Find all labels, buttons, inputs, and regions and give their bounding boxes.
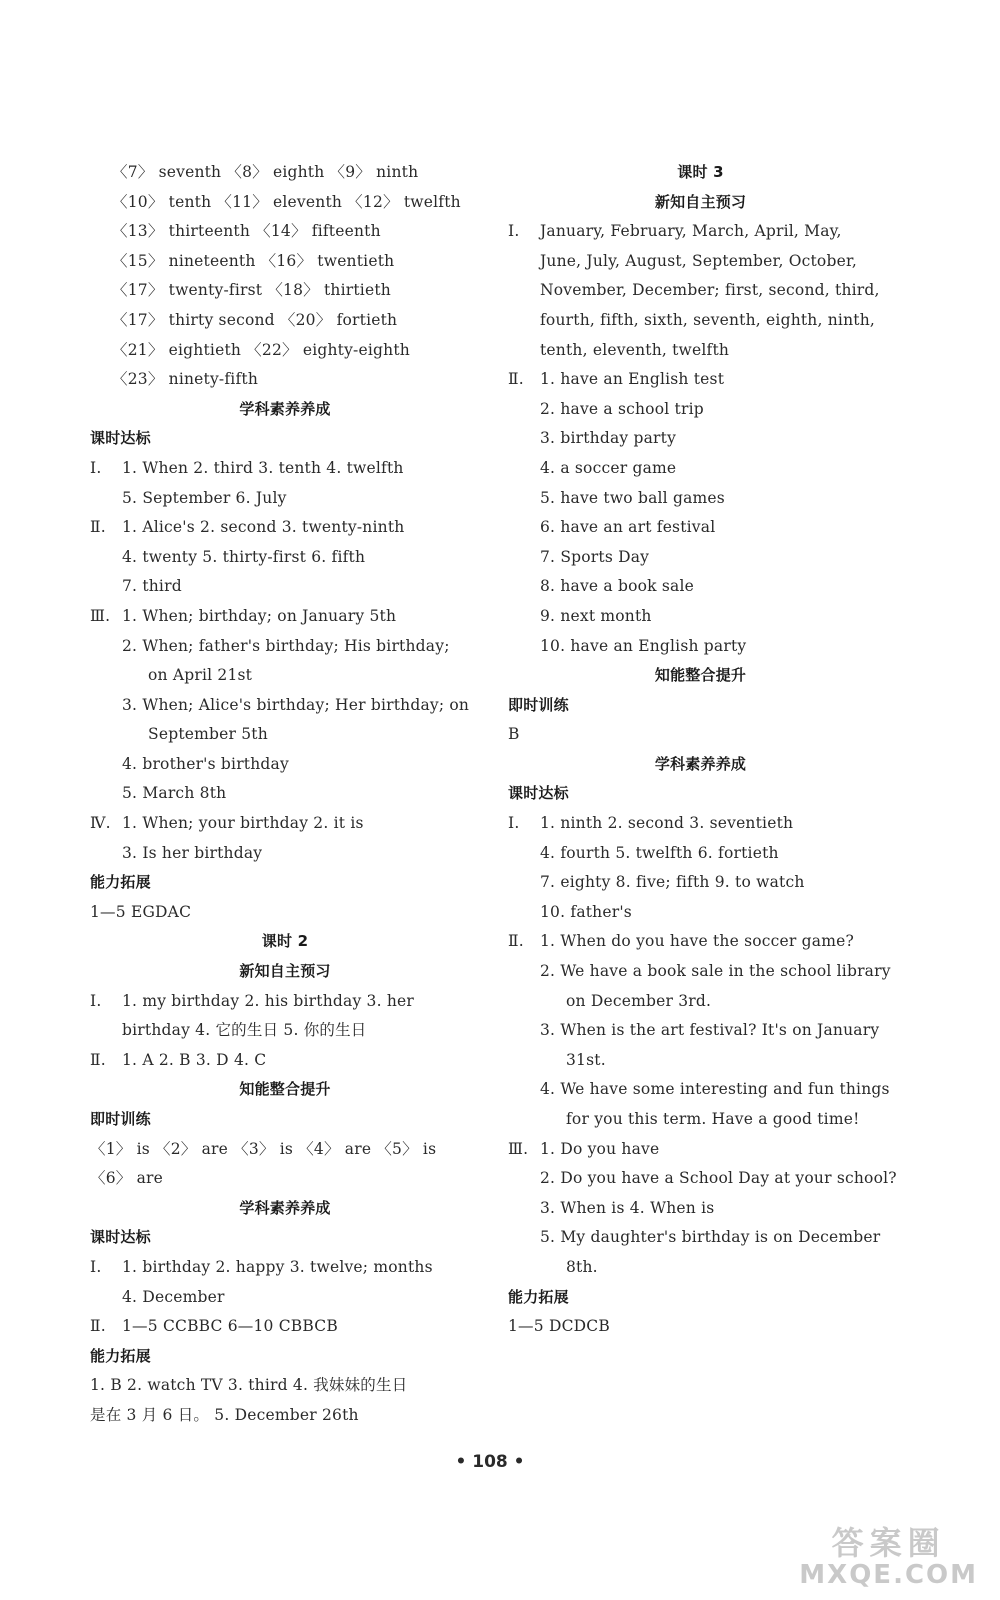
roman-marker: Ⅰ. <box>508 814 520 833</box>
answer-line: 〈17〉 thirty second 〈20〉 fortieth <box>112 310 398 329</box>
roman-marker: Ⅱ. <box>508 932 524 951</box>
answer-line: for you this term. Have a good time! <box>566 1110 860 1128</box>
answer-line: 7. eighty 8. five; fifth 9. to watch <box>540 873 805 892</box>
subsection-heading: 课时达标 <box>90 1228 151 1247</box>
answer-line: 〈17〉 twenty-first 〈18〉 thirtieth <box>112 281 391 300</box>
answer-line: 3. Is her birthday <box>122 843 263 862</box>
answer-line: 1. When 2. third 3. tenth 4. twelfth <box>122 458 404 477</box>
answer-line: 1. When; your birthday 2. it is <box>122 814 364 833</box>
roman-marker: Ⅰ. <box>90 1257 102 1276</box>
answer-line: tenth, eleventh, twelfth <box>540 340 730 359</box>
answer-line: 7. Sports Day <box>540 547 650 566</box>
answer-line: 4. fourth 5. twelfth 6. fortieth <box>540 843 779 862</box>
answer-line: 8th. <box>566 1257 598 1276</box>
answer-line: 〈13〉 thirteenth 〈14〉 fifteenth <box>112 222 381 241</box>
roman-marker: Ⅰ. <box>90 991 102 1010</box>
answer-line: 4. brother's birthday <box>122 754 289 773</box>
answer-line: 10. father's <box>540 902 632 921</box>
section-heading: 学科素养养成 <box>654 754 747 773</box>
answer-line: 2. Do you have a School Day at your school? <box>540 1169 897 1188</box>
roman-marker: Ⅳ. <box>90 814 111 833</box>
page-number: • 108 • <box>455 1452 525 1472</box>
answer-line: 1. A 2. B 3. D 4. C <box>122 1050 267 1069</box>
subsection-heading: 课时达标 <box>508 784 569 803</box>
watermark-logo <box>799 1518 978 1590</box>
subsection-heading: 能力拓展 <box>90 873 151 892</box>
answer-line: 〈15〉 nineteenth 〈16〉 twentieth <box>112 251 395 270</box>
answer-line: June, July, August, September, October, <box>540 251 857 270</box>
section-heading: 学科素养养成 <box>239 399 331 418</box>
answer-line: 是在 3 月 6 日。 5. December 26th <box>90 1405 359 1424</box>
subsection-heading: 即时训练 <box>508 695 569 714</box>
answer-line: 1—5 DCDCB <box>508 1317 610 1336</box>
roman-marker: Ⅲ. <box>90 606 111 625</box>
roman-marker: Ⅱ. <box>90 1317 106 1336</box>
subsection-heading: 课时达标 <box>90 429 151 448</box>
answer-line: 2. have a school trip <box>540 399 704 418</box>
answer-line: birthday 4. 它的生日 5. 你的生日 <box>122 1021 367 1040</box>
roman-marker: Ⅱ. <box>90 518 106 537</box>
answer-line: 3. When is 4. When is <box>540 1198 715 1217</box>
answer-line: 3. When; Alice's birthday; Her birthday; on <box>122 695 470 714</box>
right-column <box>508 158 897 1342</box>
answer-line: on December 3rd. <box>566 991 712 1010</box>
lesson-heading: 课时 2 <box>261 932 309 951</box>
left-column <box>90 158 480 1431</box>
answer-line: B <box>508 725 520 744</box>
answer-line: 9. next month <box>540 606 652 625</box>
answer-line: 〈7〉 seventh 〈8〉 eighth 〈9〉 ninth <box>112 163 419 181</box>
section-heading: 新知自主预习 <box>654 192 747 211</box>
answer-line: 1. my birthday 2. his birthday 3. her <box>122 991 415 1010</box>
section-heading: 知能整合提升 <box>654 666 747 685</box>
answer-line: 5. My daughter's birthday is on December <box>540 1228 881 1247</box>
answer-line: fourth, fifth, sixth, seventh, eighth, ninth, <box>540 310 876 329</box>
answer-line: 1. B 2. watch TV 3. third 4. 我妹妹的生日 <box>90 1376 408 1395</box>
answer-line: 2. We have a book sale in the school library <box>540 962 891 981</box>
answer-line: September 5th <box>148 725 268 744</box>
answer-line: 1. Do you have <box>540 1139 660 1158</box>
roman-marker: Ⅱ. <box>508 370 524 389</box>
answer-line: 1. When do you have the soccer game? <box>540 932 854 951</box>
answer-line: 5. March 8th <box>122 784 227 803</box>
section-heading: 新知自主预习 <box>239 962 331 981</box>
answer-line: 3. birthday party <box>540 429 677 448</box>
answer-line: 1. have an English test <box>540 370 725 389</box>
answer-line: 〈21〉 eightieth 〈22〉 eighty-eighth <box>112 340 410 359</box>
watermark-title: 答案圈 <box>831 1524 946 1562</box>
answer-line: 5. September 6. July <box>122 488 287 507</box>
roman-marker: Ⅲ. <box>508 1139 529 1158</box>
answer-line: 〈10〉 tenth 〈11〉 eleventh 〈12〉 twelfth <box>112 192 461 211</box>
answer-line: 6. have an art festival <box>540 518 716 537</box>
answer-line: 10. have an English party <box>540 636 747 655</box>
answer-line: 1. When; birthday; on January 5th <box>122 606 397 625</box>
answer-line: 7. third <box>122 577 182 596</box>
answer-line: 31st. <box>566 1050 606 1069</box>
subsection-heading: 能力拓展 <box>90 1346 151 1365</box>
answer-line: 5. have two ball games <box>540 488 725 507</box>
section-heading: 学科素养养成 <box>239 1198 331 1217</box>
answer-line: 8. have a book sale <box>540 577 694 596</box>
answer-line: 1. ninth 2. second 3. seventieth <box>540 814 794 833</box>
answer-line: 〈6〉 are <box>90 1169 164 1188</box>
answer-line: 4. We have some interesting and fun things <box>540 1080 890 1099</box>
roman-marker: Ⅱ. <box>90 1050 106 1069</box>
answer-line: November, December; first, second, third, <box>540 281 880 300</box>
answer-line: 2. When; father's birthday; His birthday; <box>122 636 450 655</box>
answer-line: 1—5 EGDAC <box>90 902 192 921</box>
answer-line: 1. birthday 2. happy 3. twelve; months <box>122 1257 433 1276</box>
answer-line: 4. December <box>122 1287 225 1306</box>
answer-line: 1—5 CCBBC 6—10 CBBCB <box>122 1317 338 1336</box>
subsection-heading: 即时训练 <box>90 1110 151 1128</box>
answer-line: on April 21st <box>148 666 253 685</box>
section-heading: 知能整合提升 <box>239 1080 331 1099</box>
answer-line: 3. When is the art festival? It's on January <box>540 1021 880 1040</box>
roman-marker: Ⅰ. <box>508 222 520 241</box>
lesson-heading: 课时 3 <box>677 163 724 181</box>
answer-line: 〈1〉 is 〈2〉 are 〈3〉 is 〈4〉 are 〈5〉 is <box>90 1139 437 1158</box>
watermark-url: MXQE.COM <box>799 1560 978 1590</box>
subsection-heading: 能力拓展 <box>508 1287 569 1306</box>
answer-line: January, February, March, April, May, <box>540 222 842 241</box>
answer-line: 1. Alice's 2. second 3. twenty-ninth <box>122 518 405 537</box>
roman-marker: Ⅰ. <box>90 458 102 477</box>
answer-line: 4. twenty 5. thirty-first 6. fifth <box>122 547 366 566</box>
answer-line: 4. a soccer game <box>540 458 677 477</box>
answer-line: 〈23〉 ninety-fifth <box>112 370 259 389</box>
